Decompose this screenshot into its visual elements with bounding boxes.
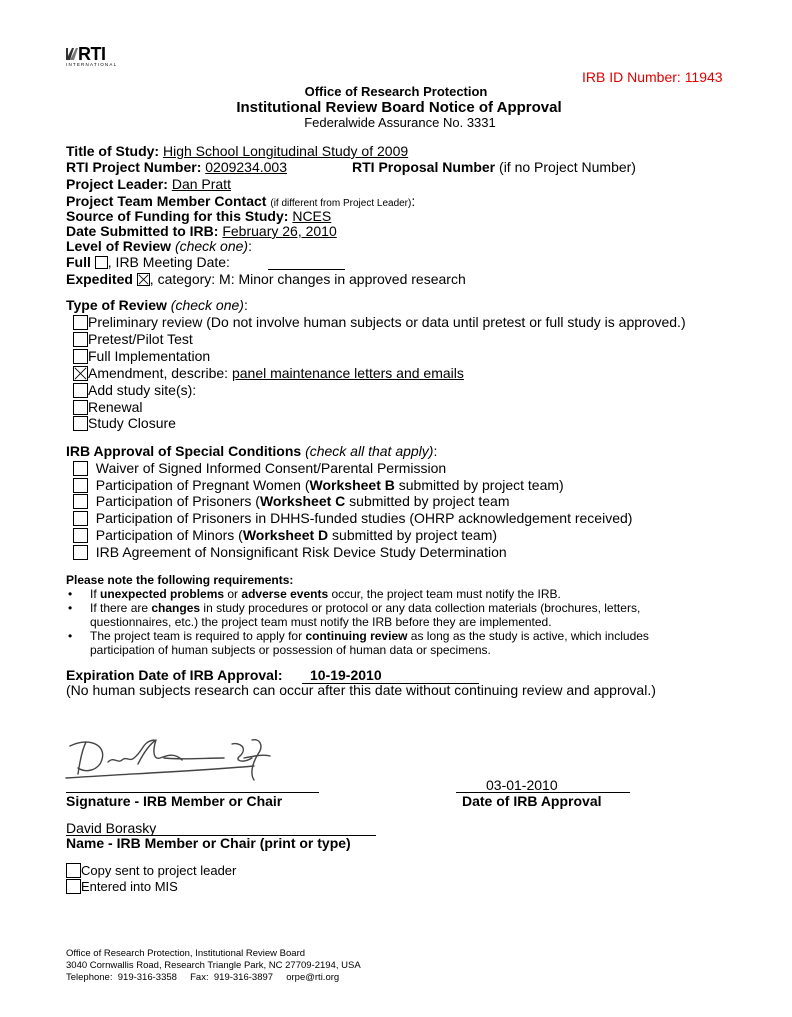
footer-contact: Telephone: 919-316-3358 Fax: 919-316-3897 orpe@rti.org [66,972,340,983]
handwritten-signature [64,734,274,784]
minors-checkbox[interactable] [73,528,88,543]
pregnant-label: Participation of Pregnant Women ( [95,477,310,493]
minors-suffix: submitted by project team) [328,527,498,543]
requirement-item: • The project team is required to apply for continuing review as long as the study is active, which includes participation of human subjects or possession of human data or specimens. [68,629,649,657]
add-site-checkbox[interactable] [73,383,88,398]
full-review-row [66,254,230,271]
signature-label: Signature - IRB Member or Chair [66,793,283,809]
project-number-row [66,159,291,176]
checked-x-icon [138,274,149,285]
condition-minors [73,527,497,544]
waiver-label: Waiver of Signed Informed Consent/Parental Permission [95,460,447,476]
copy-sent-row [66,863,236,879]
worksheet-c: Worksheet C [259,493,346,509]
project-number-label: RTI Project Number: [66,159,202,175]
entered-mis-row [66,879,178,895]
closure-checkbox[interactable] [73,416,88,431]
member-name-label: Name - IRB Member or Chair (print or type) [66,835,351,851]
pretest-checkbox[interactable] [73,332,88,347]
requirement-item: • If there are changes in study procedures or protocol or any data collection materials (brochures, letters, questionnaires, etc.) the project team must notify the IRB before they are implemented. [68,601,641,629]
review-option-pretest [73,331,193,348]
condition-dhhs [73,510,632,527]
prisoners-suffix: submitted by project team [345,493,510,509]
review-option-preliminary [73,314,686,331]
irb-id-number: IRB ID Number: 11943 [582,69,723,85]
device-label: IRB Agreement of Nonsignificant Risk Device Study Determination [95,544,507,560]
preliminary-label: Preliminary review (Do not involve human subjects or data until pretest or full study is approved.) [88,314,686,330]
pretest-label: Pretest/Pilot Test [88,331,193,347]
condition-pregnant [73,477,564,494]
approval-date-label: Date of IRB Approval [462,793,602,809]
footer-office: Office of Research Protection, Institutional Review Board [66,948,306,959]
expiration-note: (No human subjects research can occur after this date without continuing review and approval.) [66,682,656,698]
title-of-study-row [66,143,408,160]
special-conditions-label: IRB Approval of Special Conditions [66,443,302,459]
proposal-number-row [352,159,636,176]
worksheet-b: Worksheet B [309,477,395,493]
requirement-item: • If unexpected problems or adverse events occur, the project team must notify the IRB. [68,587,561,601]
project-leader-value: Dan Pratt [171,176,231,192]
team-contact-label: Project Team Member Contact [66,193,267,209]
full-review-label: Full [66,254,91,270]
team-contact-note: (if different from Project Leader) [270,198,412,209]
device-checkbox[interactable] [73,545,88,560]
funding-value: NCES [292,208,332,224]
prisoners-label: Participation of Prisoners ( [95,493,260,509]
prisoners-checkbox[interactable] [73,494,88,509]
minors-label: Participation of Minors ( [95,527,243,543]
page-title: Institutional Review Board Notice of Approval [236,99,562,116]
checked-x-icon [74,367,87,380]
type-of-review-heading: Type of Review (check one): [66,297,248,313]
project-leader-row [66,176,231,193]
meeting-date-line [268,269,345,270]
expedited-label: Expedited [66,271,133,287]
dhhs-checkbox[interactable] [73,511,88,526]
meeting-date-label: , IRB Meeting Date: [107,254,230,270]
special-conditions-note: (check all that apply) [305,443,434,459]
level-of-review-label: Level of Review [66,238,172,254]
copy-sent-label: Copy sent to project leader [81,863,237,878]
title-of-study-value: High School Longitudinal Study of 2009 [162,143,409,159]
entered-mis-label: Entered into MIS [81,879,178,894]
add-site-label: Add study site(s): [88,382,197,398]
title-of-study-label: Title of Study: [66,143,160,159]
review-option-amendment [73,365,464,382]
team-contact-row: Project Team Member Contact (if different from Project Leader): [66,193,416,209]
review-option-full [73,348,210,365]
expedited-row [66,271,466,288]
rti-logo [64,44,134,70]
project-number-value: 0209234.003 [205,159,288,175]
dhhs-label: Participation of Prisoners in DHHS-funded studies (OHRP acknowledgement received) [95,510,633,526]
logo-subtext: INTERNATIONAL [66,62,118,67]
pregnant-checkbox[interactable] [73,478,88,493]
condition-waiver [73,460,446,477]
closure-label: Study Closure [88,415,176,431]
renewal-checkbox[interactable] [73,400,88,415]
review-option-add-site [73,382,196,399]
level-of-review-row: Level of Review (check one): [66,238,252,254]
date-submitted-value: February 26, 2010 [222,223,337,239]
full-review-checkbox[interactable] [95,256,108,269]
requirements-heading: Please note the following requirements: [66,573,294,587]
footer-address: 3040 Cornwallis Road, Research Triangle Park, NC 27709-2194, USA [66,960,361,971]
condition-device [73,544,507,561]
worksheet-d: Worksheet D [242,527,329,543]
expiration-value: 10-19-2010 [310,667,382,683]
full-implementation-label: Full Implementation [88,348,211,364]
requirements-list [66,587,649,657]
project-leader-label: Project Leader: [66,176,168,192]
amendment-value: panel maintenance letters and emails [231,365,464,381]
amendment-checkbox[interactable] [73,366,88,381]
expedited-category: , category: M: Minor changes in approved research [149,271,466,287]
proposal-number-note: (if no Project Number) [499,159,636,175]
special-conditions-heading: IRB Approval of Special Conditions (check all that apply): [66,443,438,459]
logo-text: RTI [78,44,106,64]
level-of-review-note: (check one) [174,238,249,254]
expedited-checkbox[interactable] [137,273,150,286]
waiver-checkbox[interactable] [73,461,88,476]
assurance-number: Federalwide Assurance No. 3331 [304,115,496,130]
proposal-number-label: RTI Proposal Number [352,159,496,175]
entered-mis-checkbox[interactable] [66,879,81,894]
condition-prisoners [73,493,509,510]
full-implementation-checkbox[interactable] [73,349,88,364]
type-of-review-label: Type of Review [66,297,167,313]
office-heading: Office of Research Protection [304,84,488,99]
expiration-label: Expiration Date of IRB Approval: [66,667,283,683]
pregnant-suffix: submitted by project team) [394,477,564,493]
type-of-review-note: (check one) [170,297,244,313]
member-name-value: David Borasky [66,820,157,836]
funding-label: Source of Funding for this Study: [66,208,289,224]
approval-date-value: 03-01-2010 [486,777,558,793]
renewal-label: Renewal [88,399,143,415]
amendment-label: Amendment, describe: [88,365,232,381]
date-submitted-label: Date Submitted to IRB: [66,223,219,239]
review-option-renewal [73,399,142,416]
review-option-closure [73,415,176,432]
copy-sent-checkbox[interactable] [66,863,81,878]
preliminary-checkbox[interactable] [73,315,88,330]
